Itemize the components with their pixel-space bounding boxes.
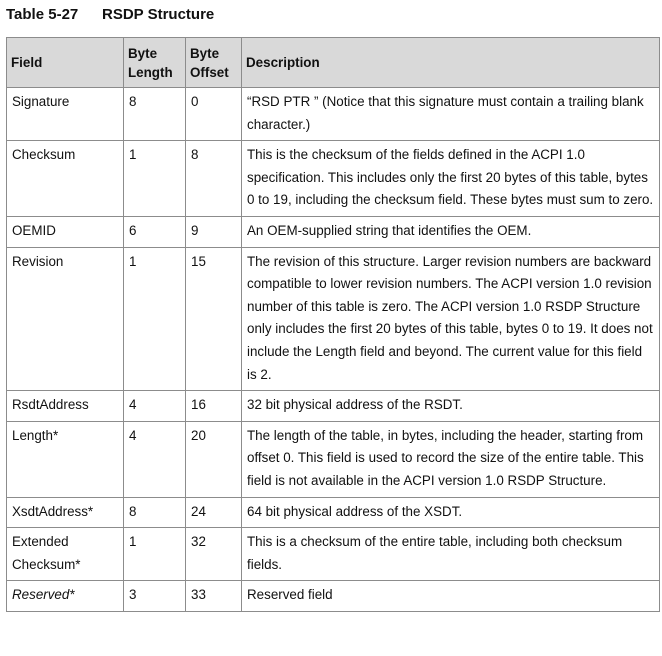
row-field: Checksum xyxy=(7,141,124,217)
table-row xyxy=(7,216,660,247)
row-field: RsdtAddress xyxy=(7,391,124,422)
row-field: Revision xyxy=(7,247,124,391)
row-description: The revision of this structure. Larger revision numbers are backward compatible to lower revision numbers. The ACPI version 1.0 revision number of this table is zero. The ACPI version 1.0 RSDP Structure only includes the first 20 bytes of this table, bytes 0 to 19. It does not include the Length field and beyond. The current value for this field is 2. xyxy=(242,247,660,391)
row-description: This is the checksum of the fields defined in the ACPI 1.0 specification. This includes only the first 20 bytes of this table, bytes 0 to 19, including the checksum field. These bytes must sum to zero. xyxy=(242,141,660,217)
row-offset: 32 xyxy=(186,528,242,581)
table-header-row xyxy=(7,38,660,88)
row-offset: 9 xyxy=(186,216,242,247)
row-offset: 20 xyxy=(186,421,242,497)
row-field: Extended Checksum* xyxy=(7,528,124,581)
table-row xyxy=(7,141,660,217)
row-description: “RSD PTR ” (Notice that this signature must contain a trailing blank character.) xyxy=(242,88,660,141)
row-length: 8 xyxy=(124,497,186,528)
table-row xyxy=(7,247,660,391)
table-row xyxy=(7,497,660,528)
row-offset: 15 xyxy=(186,247,242,391)
table-row xyxy=(7,88,660,141)
table-row xyxy=(7,391,660,422)
row-length: 3 xyxy=(124,581,186,612)
header-byte-length: Byte Length xyxy=(124,38,186,88)
row-offset: 8 xyxy=(186,141,242,217)
row-description: 32 bit physical address of the RSDT. xyxy=(242,391,660,422)
row-offset: 0 xyxy=(186,88,242,141)
header-description: Description xyxy=(242,38,660,88)
row-description: An OEM-supplied string that identifies the OEM. xyxy=(242,216,660,247)
row-description: The length of the table, in bytes, including the header, starting from offset 0. This field is used to record the size of the entire table. This field is not available in the ACPI version 1.0 RSDP Structure. xyxy=(242,421,660,497)
rsdp-structure-table xyxy=(6,37,660,612)
row-description: 64 bit physical address of the XSDT. xyxy=(242,497,660,528)
row-field: Signature xyxy=(7,88,124,141)
row-field: Length* xyxy=(7,421,124,497)
table-title: RSDP Structure xyxy=(102,6,215,23)
row-field: OEMID xyxy=(7,216,124,247)
row-length: 1 xyxy=(124,247,186,391)
table-row xyxy=(7,528,660,581)
row-length: 4 xyxy=(124,421,186,497)
row-length: 1 xyxy=(124,141,186,217)
row-offset: 33 xyxy=(186,581,242,612)
header-byte-offset: Byte Offset xyxy=(186,38,242,88)
row-offset: 24 xyxy=(186,497,242,528)
row-length: 1 xyxy=(124,528,186,581)
row-length: 4 xyxy=(124,391,186,422)
table-caption xyxy=(6,5,214,25)
row-field: XsdtAddress* xyxy=(7,497,124,528)
row-length: 8 xyxy=(124,88,186,141)
row-field: Reserved* xyxy=(7,581,124,612)
row-description: Reserved field xyxy=(242,581,660,612)
table-row xyxy=(7,421,660,497)
row-description: This is a checksum of the entire table, including both checksum fields. xyxy=(242,528,660,581)
table-row xyxy=(7,581,660,612)
table-number: Table 5-27 xyxy=(6,6,79,23)
row-offset: 16 xyxy=(186,391,242,422)
row-length: 6 xyxy=(124,216,186,247)
header-field: Field xyxy=(7,38,124,88)
